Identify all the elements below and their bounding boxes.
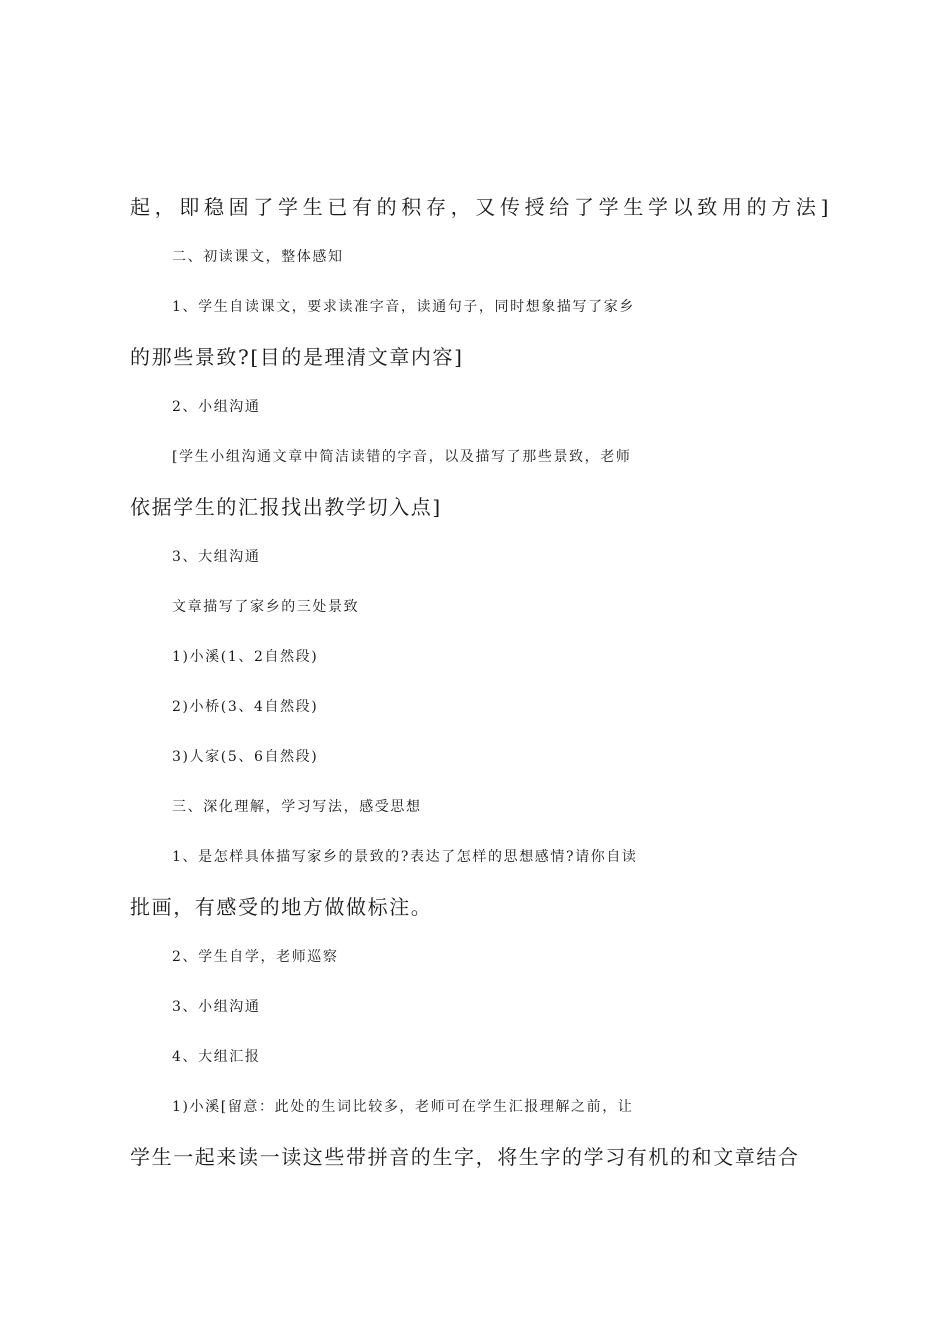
- text-line: 3、大组沟通: [172, 549, 261, 565]
- list-item: 2)小桥(3、4自然段): [172, 699, 319, 715]
- list-item: 3)人家(5、6自然段): [172, 749, 319, 765]
- section-heading: 三、深化理解，学习写法，感受思想: [172, 799, 422, 815]
- text-line: 2、学生自学，老师巡察: [172, 949, 339, 965]
- text-line: 4、大组汇报: [172, 1049, 261, 1065]
- text-line: 依据学生的汇报找出教学切入点]: [130, 495, 442, 519]
- text-line: 批画，有感受的地方做做标注。: [130, 895, 433, 919]
- text-line: 的那些景致?[目的是理清文章内容]: [130, 345, 464, 369]
- text-line: 3、小组沟通: [172, 999, 261, 1015]
- text-line: [学生小组沟通文章中简洁读错的字音，以及描写了那些景致，老师: [172, 449, 632, 465]
- text-line: 文章描写了家乡的三处景致: [172, 599, 360, 615]
- text-line: 起，即稳固了学生已有的积存，又传授给了学生学以致用的方法]: [130, 195, 830, 219]
- text-line: 1、学生自读课文，要求读准字音，读通句子，同时想象描写了家乡: [172, 299, 635, 315]
- list-item: 1)小溪(1、2自然段): [172, 649, 319, 665]
- text-line: 1、是怎样具体描写家乡的景致的?表达了怎样的思想感情?请你自读: [172, 849, 638, 865]
- document-body: [130, 182, 830, 1182]
- text-line: 学生一起来读一读这些带拼音的生字，将生字的学习有机的和文章结合: [130, 1145, 800, 1169]
- text-line: 2、小组沟通: [172, 399, 261, 415]
- section-heading: 二、初读课文，整体感知: [172, 249, 344, 265]
- text-line: 1)小溪[留意：此处的生词比较多，老师可在学生汇报理解之前，让: [172, 1099, 634, 1115]
